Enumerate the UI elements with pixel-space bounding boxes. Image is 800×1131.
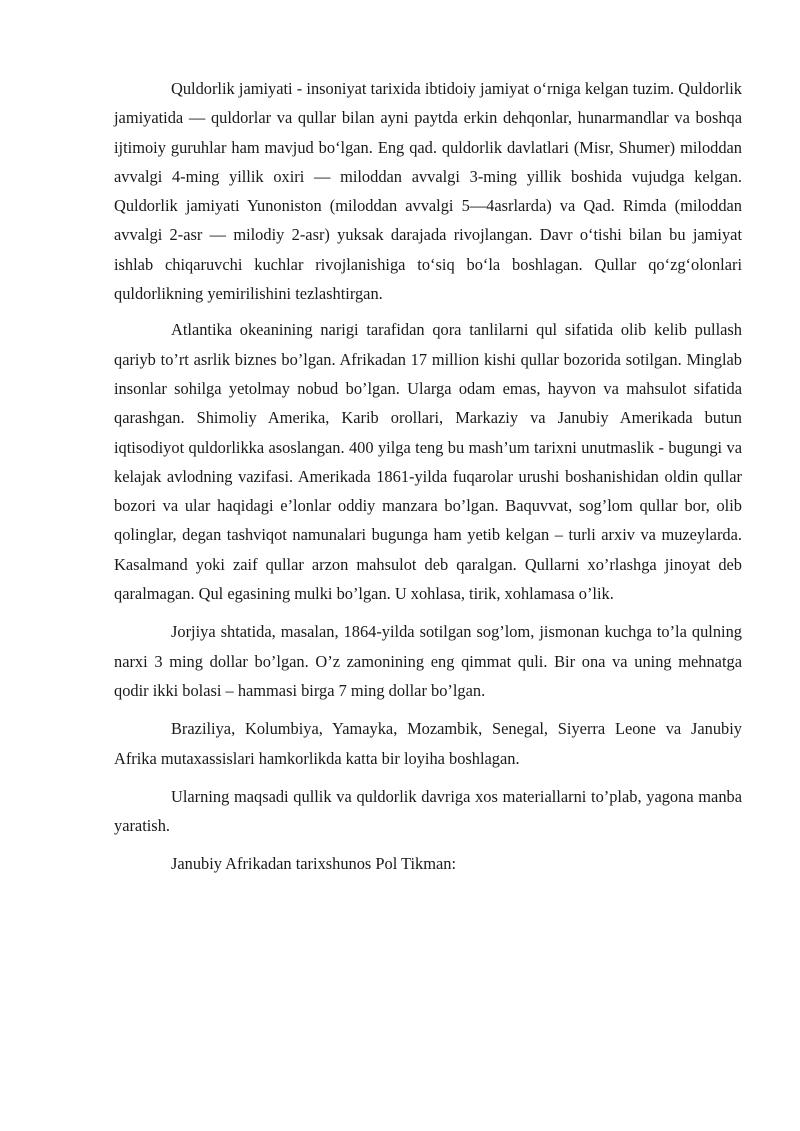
- document-body: [114, 74, 742, 879]
- paragraph-historian-quote-intro: Janubiy Afrikadan tarixshunos Pol Tikman:: [171, 854, 457, 874]
- paragraph-slavery-society-definition: Quldorlik jamiyati - insoniyat tarixida ibtidoiy jamiyat oʻrniga kelgan tuzim. Quldorlik jamiyatida — quldorlar va qullar bilan ayni paytda erkin dehqonlar, hunarmandlar va boshqa ijtimoiy guruhlar ham mavjud boʻlgan. Eng qad. quldorlik davlatlari (Misr, Shumer) miloddan avvalgi 4-ming yillik oxiri — miloddan avvalgi 3-ming yillik boshida vujudga kelgan. Quldorlik jamiyati Yunoniston (miloddan avvalgi 5—4asrlarda) va Qad. Rimda (miloddan avvalgi 2-asr — milodiy 2-asr) yuksak darajada rivojlangan. Davr oʻtishi bilan bu jamiyat ishlab chiqaruvchi kuchlar rivojlanishiga toʻsiq boʻla boshlagan. Qullar qoʻzgʻolonlari quldorlikning yemirilishini tezlashtirgan.: [114, 79, 742, 304]
- paragraph-project-goal: Ularning maqsadi qullik va quldorlik davriga xos materiallarni to’plab, yagona manba yaratish.: [114, 786, 742, 836]
- paragraph-joint-project-countries: Braziliya, Kolumbiya, Yamayka, Mozambik, Senegal, Siyerra Leone va Janubiy Afrika mutaxassislari hamkorlikda katta bir loyiha boshlagan.: [114, 719, 742, 768]
- paragraph-atlantic-slave-trade: Atlantika okeanining narigi tarafidan qora tanlilarni qul sifatida olib kelib pullash qariyb to’rt asrlik biznes bo’lgan. Afrikadan 17 million kishi qullar bozorida sotilgan. Minglab insonlar sohilga yetolmay nobud bo’lgan. Ularga odam emas, hayvon va mahsulot sifatida qarashgan. Shimoliy Amerika, Karib orollari, Markaziy va Janubiy Amerikada butun iqtisodiyot quldorlikka asoslangan. 400 yilga teng bu mash’um tarixni unutmaslik - bugungi va kelajak avlodning vazifasi. Amerikada 1861-yilda fuqarolar urushi boshanishidan oldin qullar bozori va ular haqidagi e’lonlar oddiy manzara bo’lgan. Baquvvat, sog’lom qullar bor, olib qolinglar, degan tashviqot namunalari bugunga ham yetib kelgan – turli arxiv va muzeylarda. Kasalmand yoki zaif qullar arzon mahsulot deb qaralgan. Qullarni xo’rlashga jinoyat deb qaralmagan. Qul egasining mulki bo’lgan. U xohlasa, tirik, xohlamasa o’lik.: [114, 320, 742, 604]
- paragraph-georgia-slave-prices: Jorjiya shtatida, masalan, 1864-yilda sotilgan sog’lom, jismonan kuchga to’la qulning narxi 3 ming dollar bo’lgan. O’z zamonining eng qimmat quli. Bir ona va uning mehnatga qodir ikki bolasi – hammasi birga 7 ming dollar bo’lgan.: [114, 622, 742, 700]
